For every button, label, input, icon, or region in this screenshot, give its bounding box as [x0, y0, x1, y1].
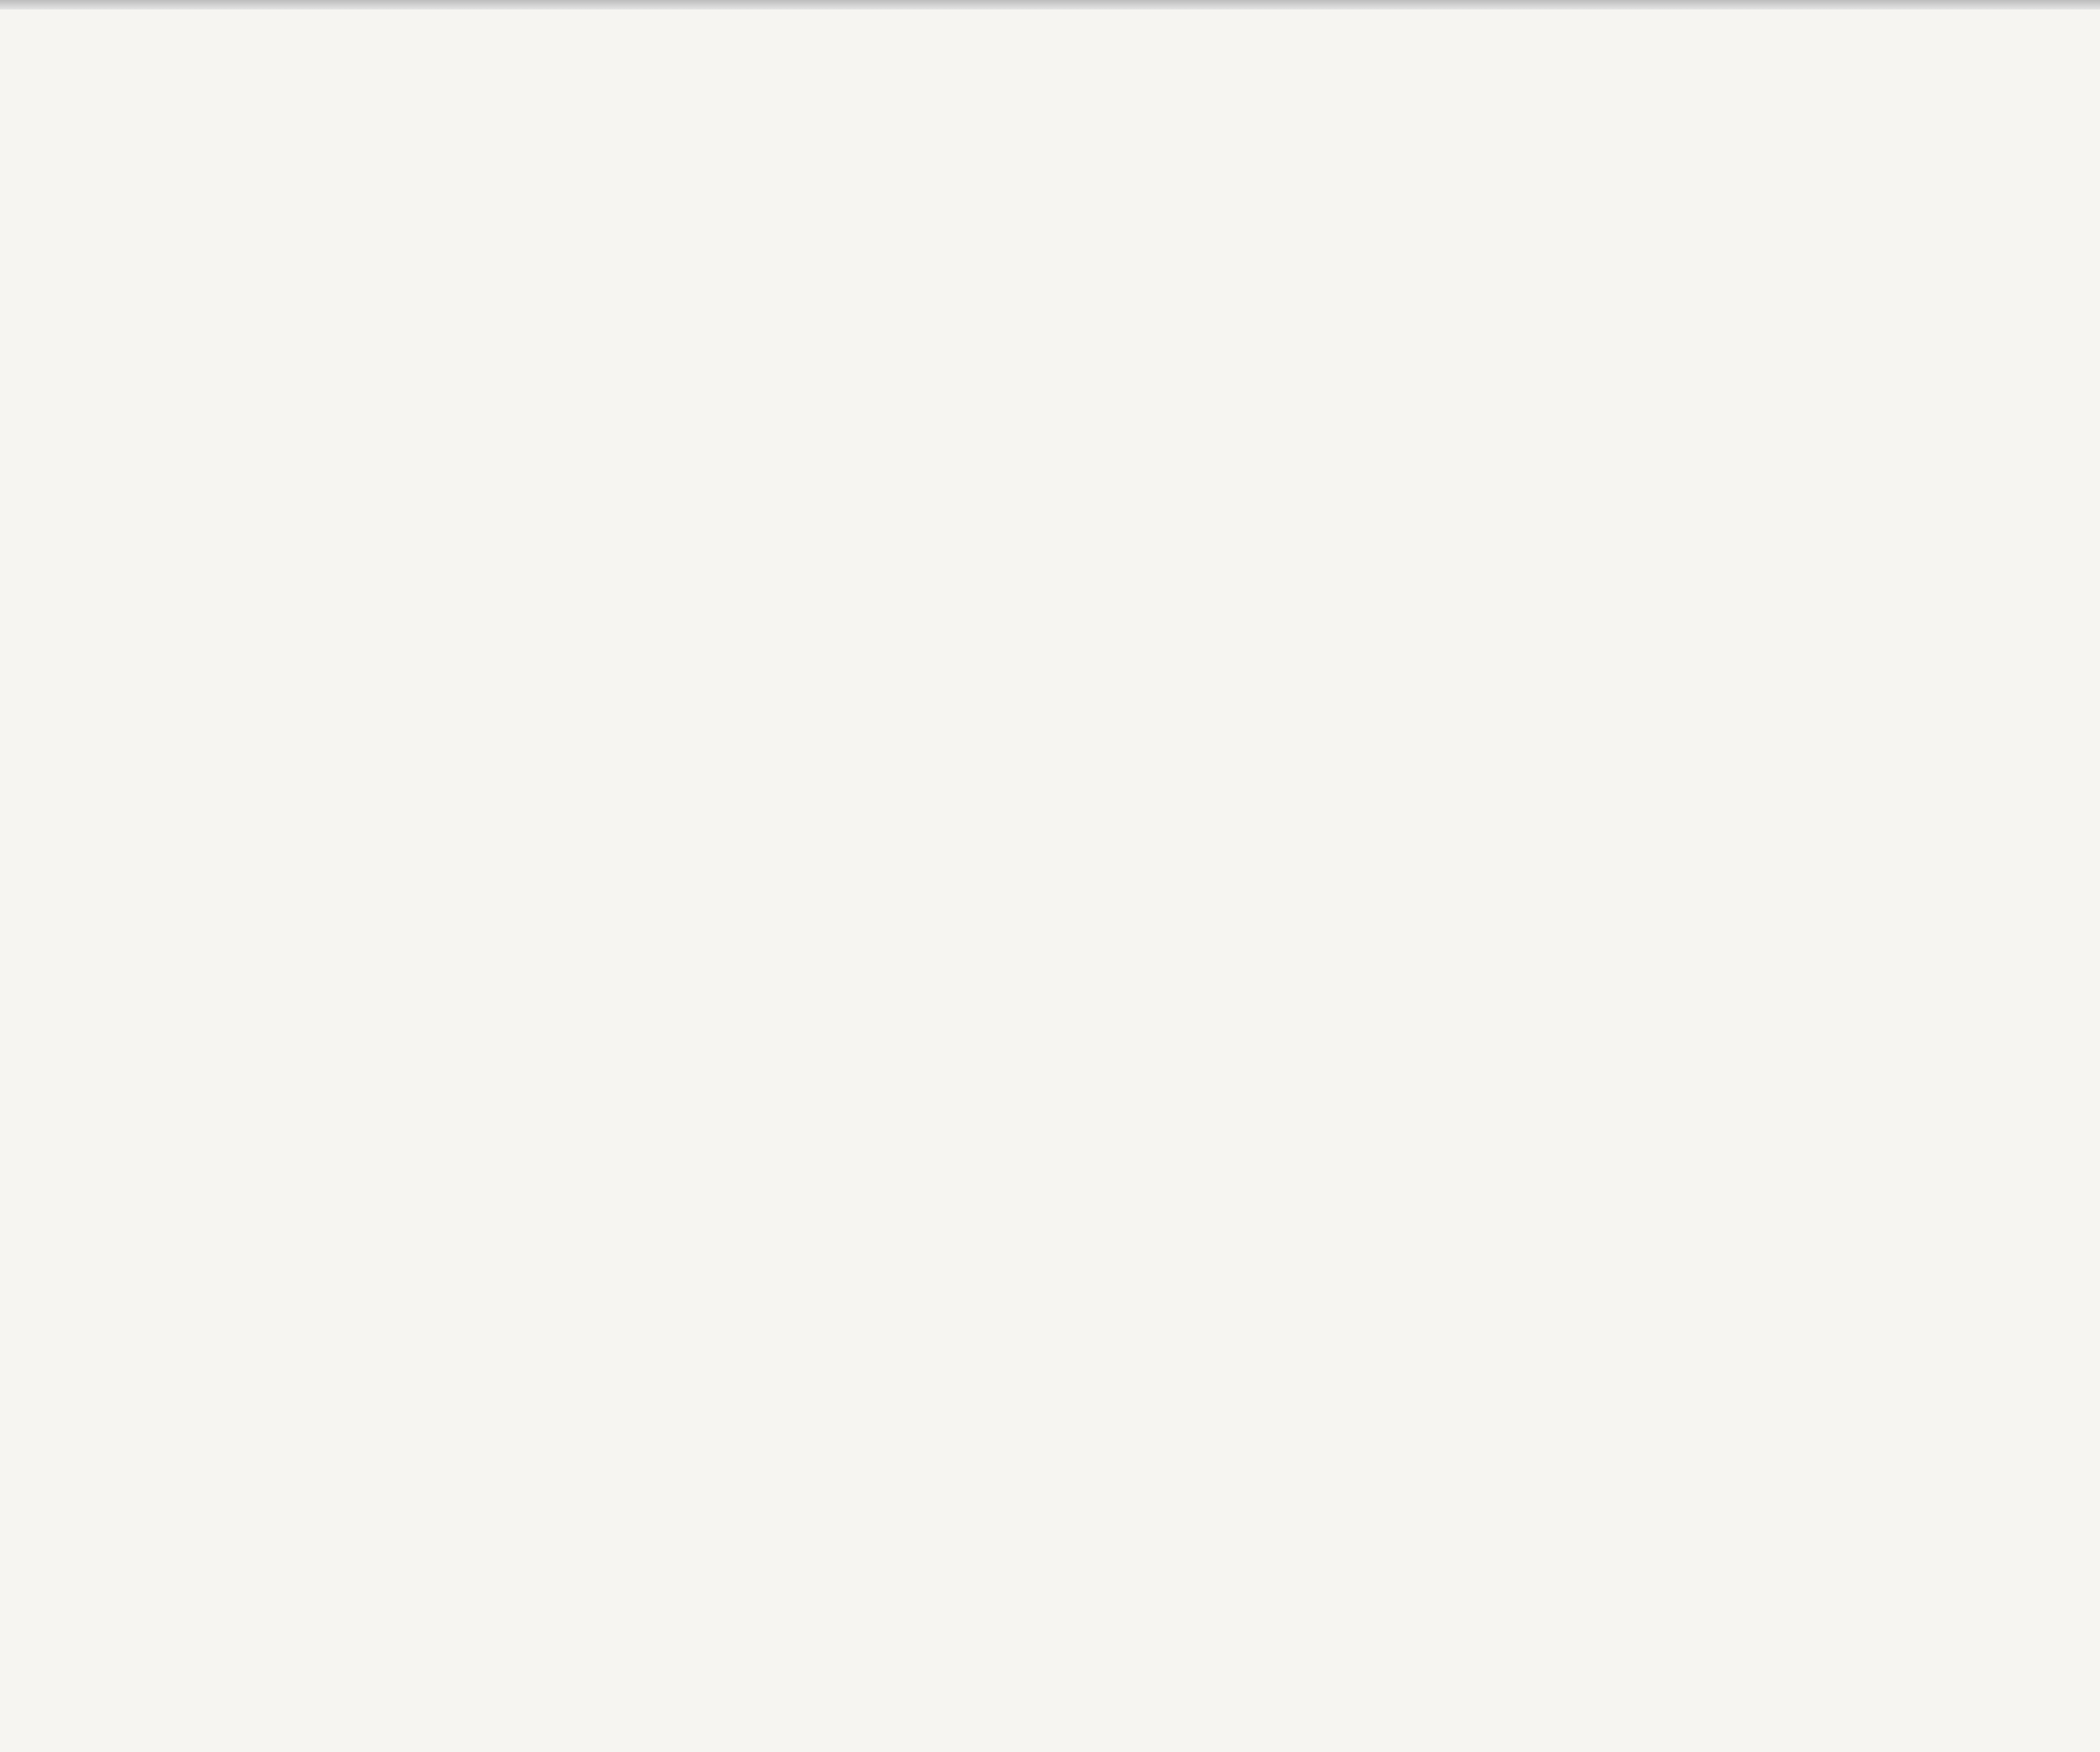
- scan-top-edge: [0, 0, 2100, 10]
